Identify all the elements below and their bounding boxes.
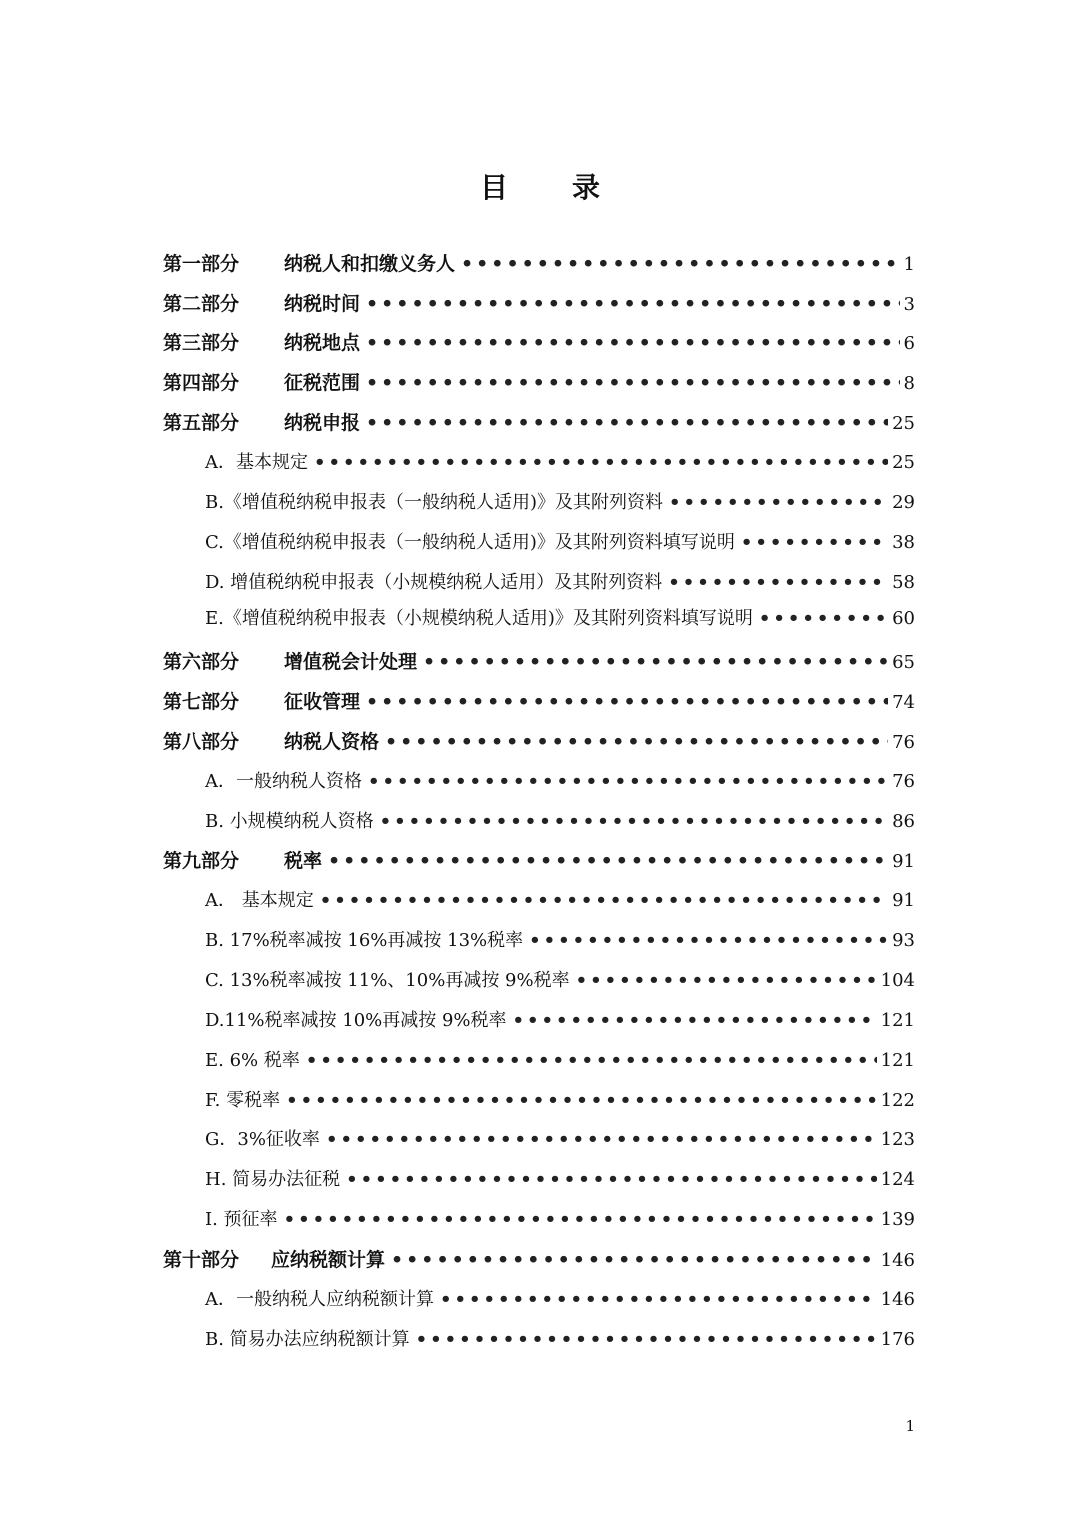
page-number: 1 xyxy=(905,1417,915,1435)
toc-page-number: 1 xyxy=(903,254,915,275)
toc-dot-leader xyxy=(306,1041,877,1081)
toc-part-entry[interactable] xyxy=(163,284,915,324)
toc-page-number: 38 xyxy=(892,532,915,553)
toc-part-number: 第五部分 xyxy=(163,412,240,434)
toc-part-entry[interactable] xyxy=(163,323,915,363)
toc-page-number: 104 xyxy=(880,970,915,991)
toc-page-number: 124 xyxy=(880,1169,915,1190)
toc-section-entry[interactable] xyxy=(205,599,915,639)
toc-section-entry[interactable] xyxy=(205,1160,915,1200)
toc-dot-leader xyxy=(513,1001,877,1041)
toc-dot-leader xyxy=(366,682,888,722)
toc-entry-title: 纳税人资格 xyxy=(284,731,380,753)
toc-part-entry[interactable] xyxy=(163,642,915,682)
toc-entry-title: F. 零税率 xyxy=(205,1090,281,1111)
toc-page-number: 121 xyxy=(880,1050,915,1071)
toc-part-number: 第一部分 xyxy=(163,253,240,275)
toc-section-entry[interactable] xyxy=(205,1120,915,1160)
toc-page-number: 146 xyxy=(880,1289,915,1310)
toc-page-number: 139 xyxy=(880,1209,915,1230)
toc-dot-leader xyxy=(326,1120,877,1160)
toc-entry-title: B. 简易办法应纳税额计算 xyxy=(205,1329,410,1350)
toc-section-entry[interactable] xyxy=(205,1280,915,1320)
toc-page-number: 29 xyxy=(892,492,915,513)
toc-page-number: 91 xyxy=(892,851,915,872)
toc-part-entry[interactable] xyxy=(163,841,915,881)
toc-dot-leader xyxy=(416,1320,877,1360)
toc-part-number: 第三部分 xyxy=(163,332,240,354)
toc-dot-leader xyxy=(314,443,888,483)
toc-part-entry[interactable] xyxy=(163,722,915,762)
toc-entry-title: D.11%税率减按 10%再减按 9%税率 xyxy=(205,1010,507,1031)
toc-dot-leader xyxy=(366,363,900,403)
toc-entry-title: C. 13%税率减按 11%、10%再减按 9%税率 xyxy=(205,970,570,991)
toc-page-number: 65 xyxy=(892,652,915,673)
toc-entry-title: B.《增值税纳税申报表（一般纳税人适用)》及其附列资料 xyxy=(205,492,663,513)
toc-entry-title: 纳税地点 xyxy=(284,332,361,354)
toc-page-number: 76 xyxy=(892,732,915,753)
toc-dot-leader xyxy=(346,1160,877,1200)
toc-dot-leader xyxy=(668,563,888,603)
toc-entry-title: A． 基本规定 xyxy=(205,890,314,911)
toc-entry-title: 税率 xyxy=(284,850,323,872)
toc-page-number: 86 xyxy=(892,811,915,832)
toc-page-number: 6 xyxy=(903,333,915,354)
toc-section-entry[interactable] xyxy=(205,961,915,1001)
toc-part-number: 第四部分 xyxy=(163,372,240,394)
toc-entry-title: 征收管理 xyxy=(284,691,361,713)
toc-section-entry[interactable] xyxy=(205,483,915,523)
toc-dot-leader xyxy=(576,961,877,1001)
toc-section-entry[interactable] xyxy=(205,1001,915,1041)
toc-entry-title: 应纳税额计算 xyxy=(271,1249,386,1271)
toc-entry-title: B. 小规模纳税人资格 xyxy=(205,811,374,832)
toc-entry-title: 纳税时间 xyxy=(284,293,361,315)
toc-section-entry[interactable] xyxy=(205,802,915,842)
toc-part-number: 第七部分 xyxy=(163,691,240,713)
toc-page-number: 74 xyxy=(892,692,915,713)
toc-dot-leader xyxy=(284,1200,877,1240)
toc-page-number: 8 xyxy=(903,373,915,394)
toc-entry-title: A．一般纳税人应纳税额计算 xyxy=(205,1289,434,1310)
toc-entry-title: A．基本规定 xyxy=(205,452,308,473)
page-title: 目录 xyxy=(479,171,664,204)
toc-part-entry[interactable] xyxy=(163,1240,915,1280)
toc-page-number: 91 xyxy=(892,890,915,911)
toc-part-number: 第八部分 xyxy=(163,731,240,753)
toc-part-number: 第十部分 xyxy=(163,1249,240,1271)
toc-part-number: 第六部分 xyxy=(163,651,240,673)
toc-entry-title: G．3%征收率 xyxy=(205,1129,320,1150)
toc-page-number: 122 xyxy=(880,1090,915,1111)
toc-dot-leader xyxy=(366,403,888,443)
toc-entry-title: H. 简易办法征税 xyxy=(205,1169,341,1190)
toc-dot-leader xyxy=(366,323,900,363)
toc-page-number: 58 xyxy=(892,572,915,593)
toc-page-number: 121 xyxy=(880,1010,915,1031)
toc-dot-leader xyxy=(320,881,888,921)
toc-page-number: 3 xyxy=(903,294,915,315)
toc-section-entry[interactable] xyxy=(205,921,915,961)
toc-entry-title: D. 增值税纳税申报表（小规模纳税人适用）及其附列资料 xyxy=(205,572,663,593)
toc-page-number: 93 xyxy=(892,930,915,951)
toc-part-number: 第九部分 xyxy=(163,850,240,872)
toc-dot-leader xyxy=(759,599,888,639)
toc-entry-title: A．一般纳税人资格 xyxy=(205,771,362,792)
toc-dot-leader xyxy=(423,642,888,682)
toc-section-entry[interactable] xyxy=(205,563,915,603)
toc-dot-leader xyxy=(328,841,888,881)
toc-entry-title: E. 6% 税率 xyxy=(205,1050,300,1071)
toc-dot-leader xyxy=(286,1081,877,1121)
toc-dot-leader xyxy=(440,1280,877,1320)
toc-dot-leader xyxy=(366,284,900,324)
toc-page-number: 146 xyxy=(880,1250,915,1271)
toc-entry-title: 征税范围 xyxy=(284,372,361,394)
toc-page-number: 60 xyxy=(892,608,915,629)
toc-section-entry[interactable] xyxy=(205,1320,915,1360)
toc-dot-leader xyxy=(385,722,888,762)
toc-section-entry[interactable] xyxy=(205,1081,915,1121)
toc-section-entry[interactable] xyxy=(205,1041,915,1081)
toc-page-number: 123 xyxy=(880,1129,915,1150)
toc-part-entry[interactable] xyxy=(163,682,915,722)
toc-section-entry[interactable] xyxy=(205,762,915,802)
toc-page-number: 76 xyxy=(892,771,915,792)
toc-entry-title: 纳税申报 xyxy=(284,412,361,434)
toc-section-entry[interactable] xyxy=(205,881,915,921)
toc-part-entry[interactable] xyxy=(163,244,915,284)
toc-entry-title: C.《增值税纳税申报表（一般纳税人适用)》及其附列资料填写说明 xyxy=(205,532,735,553)
toc-page-number: 25 xyxy=(892,413,915,434)
toc-part-number: 第二部分 xyxy=(163,293,240,315)
toc-dot-leader xyxy=(529,921,888,961)
toc-dot-leader xyxy=(368,762,888,802)
toc-dot-leader xyxy=(461,244,900,284)
toc-page-number: 25 xyxy=(892,452,915,473)
toc-dot-leader xyxy=(741,523,888,563)
toc-section-entry[interactable] xyxy=(205,523,915,563)
toc-section-entry[interactable] xyxy=(205,1200,915,1240)
toc-entry-title: 增值税会计处理 xyxy=(284,651,418,673)
toc-entry-title: 纳税人和扣缴义务人 xyxy=(284,253,456,275)
toc-entry-title: E.《增值税纳税申报表（小规模纳税人适用)》及其附列资料填写说明 xyxy=(205,608,753,629)
toc-dot-leader xyxy=(391,1240,877,1280)
toc-entry-title: I. 预征率 xyxy=(205,1209,278,1230)
toc-part-entry[interactable] xyxy=(163,363,915,403)
toc-entry-title: B. 17%税率减按 16%再减按 13%税率 xyxy=(205,930,524,951)
toc-page-number: 176 xyxy=(880,1329,915,1350)
toc-part-entry[interactable] xyxy=(163,403,915,443)
toc-dot-leader xyxy=(380,802,888,842)
toc-dot-leader xyxy=(669,483,888,523)
toc-section-entry[interactable] xyxy=(205,443,915,483)
